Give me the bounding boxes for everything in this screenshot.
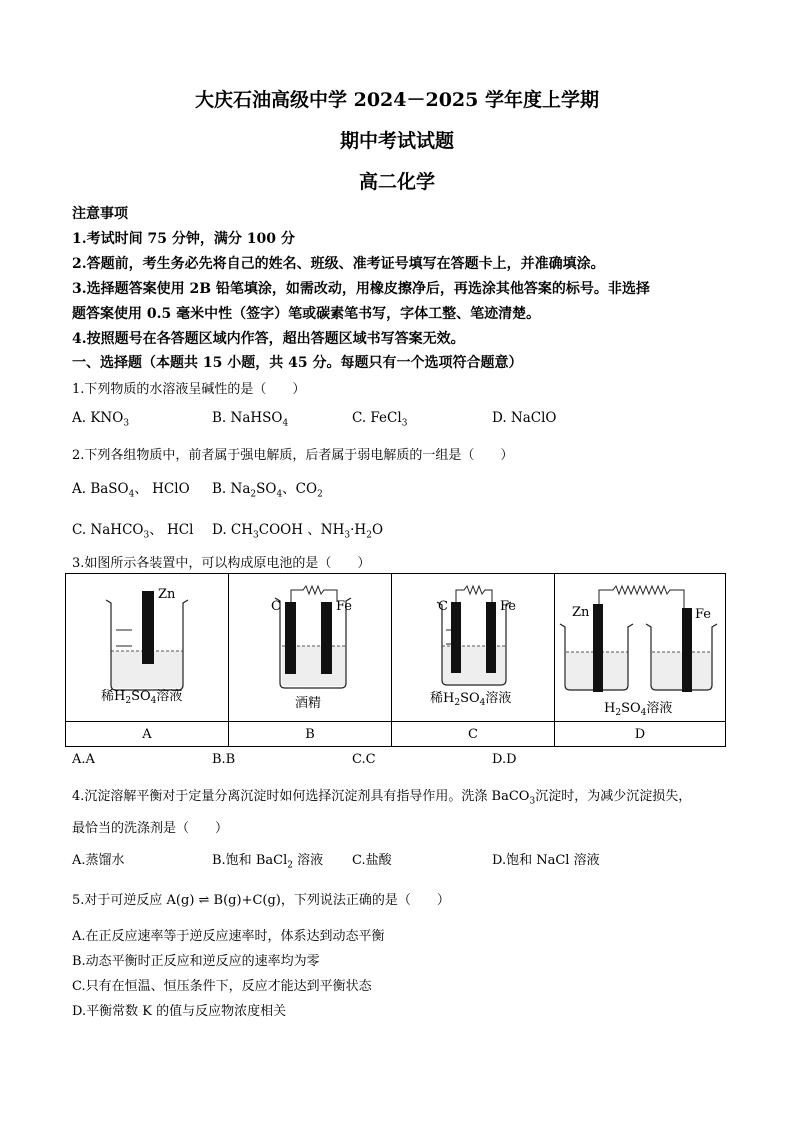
- q3-option-d: D.D: [492, 752, 517, 767]
- beaker-b-diagram: [229, 574, 391, 721]
- figure-label-c: C: [392, 722, 555, 747]
- electrode-label: C: [438, 599, 448, 614]
- fe-electrode: [682, 608, 692, 692]
- figure-cell-b: [229, 574, 392, 722]
- note-item: 4.按照题号在各答题区域内作答，超出答题区域书写答案无效。: [72, 331, 465, 347]
- q2-option-c: C. NaHCO$_3$、 HCl: [72, 522, 194, 541]
- zn-electrode: [142, 591, 154, 664]
- c-electrode: [451, 602, 461, 673]
- beaker-a-diagram: [66, 574, 228, 721]
- electrode-label: Zn: [158, 587, 176, 602]
- q4-option-b: B.饱和 BaCl$_2$ 溶液: [212, 853, 324, 871]
- figure-cell-d: [555, 574, 726, 722]
- note-item: 2.答题前，考生务必先将自己的姓名、班级、准考证号填写在答题卡上，并准确填涂。: [72, 256, 605, 272]
- q4-option-c: C.盐酸: [352, 853, 392, 868]
- q4-option-d: D.饱和 NaCl 溶液: [492, 853, 600, 868]
- q1-option-c: C. FeCl$_3$: [352, 410, 408, 429]
- solution-label: 稀$H_2SO_4$溶液: [430, 691, 512, 708]
- electrode-label: Fe: [500, 599, 517, 614]
- q2-option-d: D. $CH_3COOH$ 、$NH_3\cdot H_2O$: [212, 522, 384, 541]
- q1-option-d: D. NaClO: [492, 410, 557, 426]
- q5-option-a: A.在正反应速率等于逆反应速率时，体系达到动态平衡: [72, 929, 385, 944]
- question-3-stem: 3.如图所示各装置中，可以构成原电池的是（ ）: [72, 556, 371, 571]
- fe-electrode: [486, 602, 496, 673]
- q3-option-c: C.C: [352, 752, 376, 767]
- q1-option-a: A. $KNO_3$: [72, 410, 130, 429]
- question-5-stem: 5.对于可逆反应 A(g) ⇌ B(g)+C(g)，下列说法正确的是（ ）: [72, 893, 450, 908]
- q3-figure-table: [65, 573, 726, 747]
- exam-title: 大庆石油高级中学 2024－2025 学年度上学期: [195, 89, 599, 111]
- q2-option-a: A. BaSO$_4$、 HClO: [72, 481, 190, 500]
- q2-option-b: B. $Na_2SO_4$、$CO_2$: [212, 481, 323, 500]
- figure-label-d: D: [555, 722, 726, 747]
- question-1-stem: 1.下列物质的水溶液呈碱性的是（ ）: [72, 382, 306, 397]
- electrode-label: C: [271, 599, 281, 614]
- c-electrode: [285, 602, 296, 674]
- electrode-label: Fe: [695, 607, 712, 622]
- note-item: 题答案使用 0.5 毫米中性（签字）笔或碳素笔书写，字体工整、笔迹清楚。: [72, 306, 541, 322]
- q5-option-d: D.平衡常数 K 的值与反应物浓度相关: [72, 1004, 287, 1019]
- q4-option-a: A.蒸馏水: [72, 853, 125, 868]
- beaker-d-diagram: [555, 574, 725, 721]
- q5-option-c: C.只有在恒温、恒压条件下，反应才能达到平衡状态: [72, 979, 372, 994]
- figure-label-a: A: [66, 722, 229, 747]
- exam-subtitle: 期中考试试题: [339, 130, 454, 152]
- q3-option-b: B.B: [212, 752, 236, 767]
- notes-heading: 注意事项: [72, 206, 128, 222]
- zn-electrode: [593, 604, 603, 692]
- beaker-c-diagram: [392, 574, 554, 721]
- figure-label-b: B: [229, 722, 392, 747]
- q5-option-b: B.动态平衡时正反应和逆反应的速率均为零: [72, 954, 320, 969]
- electrode-label: Zn: [572, 605, 590, 620]
- q1-option-b: B. NaHSO$_4$: [212, 410, 289, 429]
- figure-cell-a: [66, 574, 229, 722]
- fe-electrode: [321, 602, 332, 674]
- figure-cell-c: [392, 574, 555, 722]
- solution-label: $H_2SO_4$溶液: [604, 701, 673, 718]
- electrode-label: Fe: [336, 599, 353, 614]
- note-item: 1.考试时间 75 分钟，满分 100 分: [72, 231, 295, 247]
- solution-label: 稀$H_2SO_4$溶液: [101, 689, 183, 706]
- q3-option-a: A.A: [72, 752, 95, 767]
- question-4-stem-cont: 最恰当的洗涤剂是（ ）: [72, 821, 229, 836]
- subject-title: 高二化学: [358, 171, 435, 193]
- question-2-stem: 2.下列各组物质中，前者属于强电解质，后者属于弱电解质的一组是（ ）: [72, 448, 514, 463]
- question-4-stem: 4.沉淀溶解平衡对于定量分离沉淀时如何选择沉淀剂具有指导作用。洗涤 BaCO$_3$沉淀时，为减少沉淀损失，: [72, 789, 692, 807]
- solution-label: 酒精: [295, 696, 322, 711]
- section-heading: 一、选择题（本题共 15 小题，共 45 分。每题只有一个选项符合题意）: [72, 355, 523, 371]
- note-item: 3.选择题答案使用 2B 铅笔填涂，如需改动，用橡皮擦净后，再选涂其他答案的标号。非选择: [72, 281, 650, 297]
